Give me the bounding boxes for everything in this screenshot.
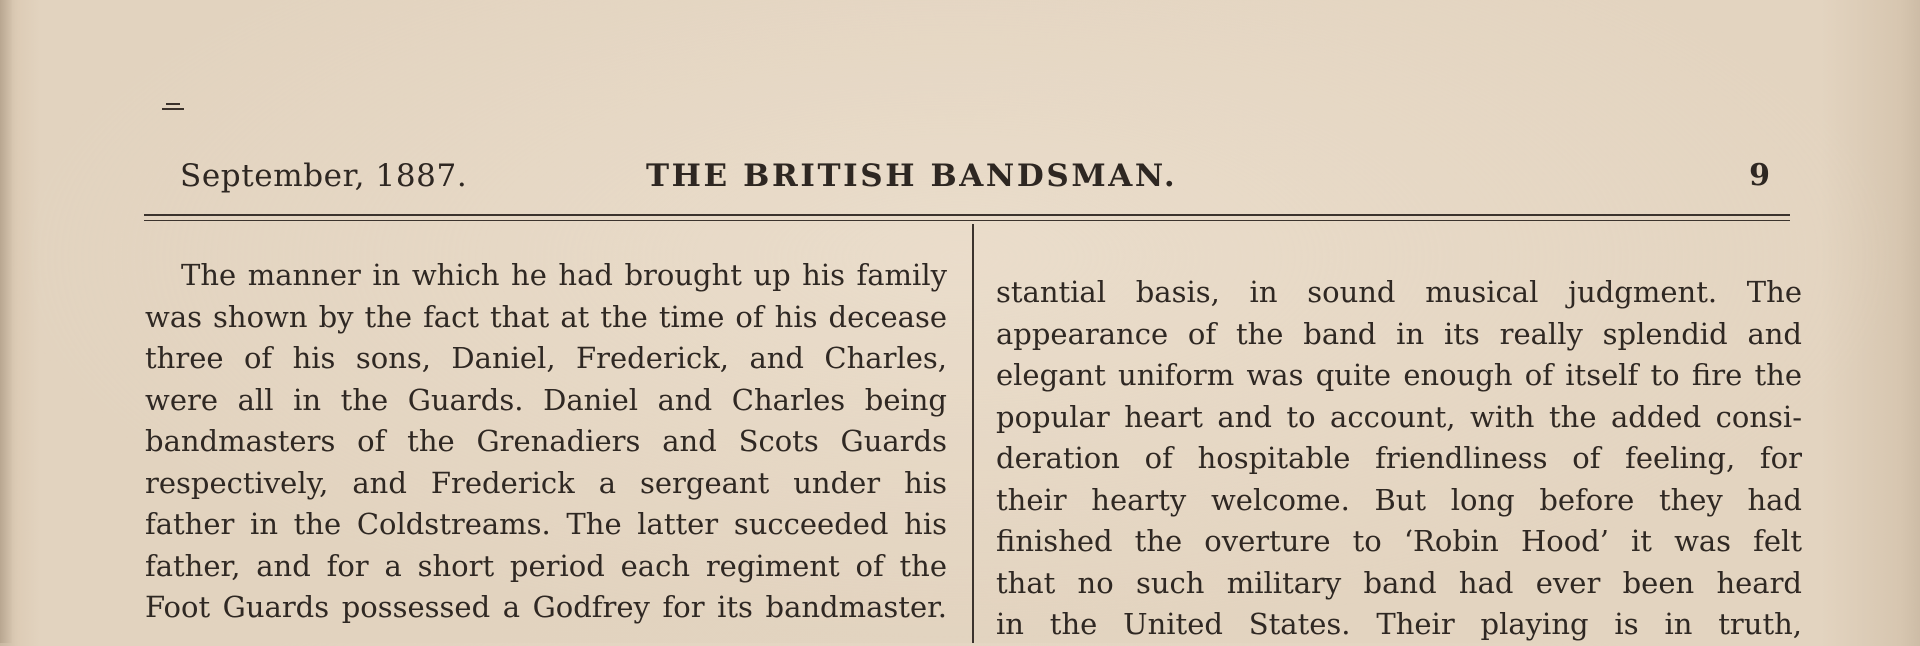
text-line: their hearty welcome. But long before they had — [996, 482, 1802, 517]
left-column — [145, 255, 947, 629]
text-line: father in the Coldstreams. The latter succeeded his — [145, 507, 947, 541]
text-line: in the United States. Their playing is in truth, — [996, 607, 1802, 641]
text-line: three of his sons, Daniel, Frederick, and Charles, — [145, 341, 947, 375]
text-line: bandmasters of the Grenadiers and Scots Guards — [145, 424, 947, 458]
text-line: Foot Guards possessed a Godfrey for its bandmaster. — [145, 590, 947, 624]
page-header — [180, 158, 1770, 204]
header-rule-thin — [144, 220, 1790, 221]
header-rule-thick — [144, 214, 1790, 216]
text-line: finished the overture to ‘Robin Hood’ it was felt — [996, 524, 1802, 558]
text-line: appearance of the band in its really splendid and — [996, 316, 1802, 351]
text-line: respectively, and Frederick a sergeant under his — [145, 465, 947, 500]
right-column — [996, 272, 1802, 646]
margin-mark — [162, 103, 184, 106]
page-number: 9 — [1749, 158, 1770, 193]
text-line: popular heart and to account, with the added consi- — [996, 399, 1802, 434]
publication-title: THE BRITISH BANDSMAN. — [646, 158, 1178, 194]
text-line: deration of hospitable friendliness of feeling, for — [996, 441, 1802, 475]
header-date: September, 1887. — [180, 158, 468, 194]
text-line: father, and for a short period each regiment of the — [145, 548, 947, 583]
text-line: stantial basis, in sound musical judgment. The — [996, 275, 1802, 309]
column-divider — [972, 224, 974, 643]
text-line: elegant uniform was quite enough of itself to fire the — [996, 358, 1802, 392]
text-line: The manner in which he had brought up his family — [181, 258, 947, 292]
text-line: that no such military band had ever been heard — [996, 565, 1802, 600]
text-line: were all in the Guards. Daniel and Charles being — [145, 382, 947, 417]
book-spine-shadow — [0, 0, 12, 643]
text-line: was shown by the fact that at the time of his decease — [145, 299, 947, 334]
